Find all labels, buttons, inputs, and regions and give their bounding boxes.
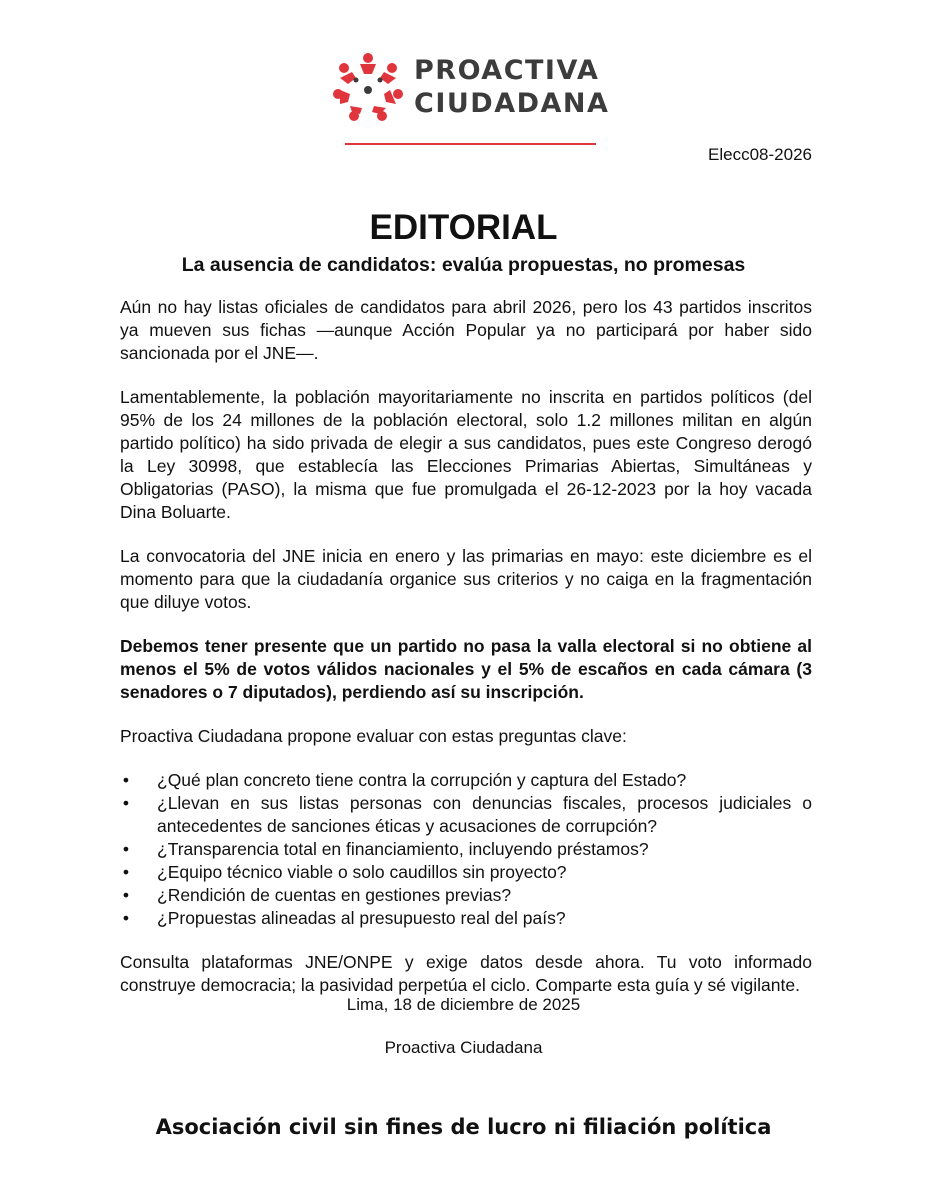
- list-item: [122, 838, 812, 861]
- editorial-body: [120, 296, 812, 1018]
- bullet-icon: •: [122, 770, 130, 790]
- paragraph-emphasis: Debemos tener presente que un partido no pasa la valla electoral si no obtiene al menos el 5% de votos válidos nacionales y el 5% de escaños en cada cámara (3 senadores o 7 diputados), perdiendo así su inscripción.: [120, 636, 812, 702]
- signature: Proactiva Ciudadana: [384, 1038, 543, 1057]
- closing-paragraph: Consulta plataformas JNE/ONPE y exige datos desde ahora. Tu voto informado construye democracia; la pasividad perpetúa el ciclo. Comparte esta guía y sé vigilante.: [120, 952, 812, 995]
- people-circle-icon: [330, 50, 406, 124]
- document-reference: Elecc08-2026: [708, 145, 812, 164]
- bullet-icon: •: [122, 862, 130, 882]
- list-item-text: ¿Propuestas alineadas al presupuesto real del país?: [157, 908, 566, 928]
- bullet-icon: •: [122, 793, 130, 813]
- list-item: [122, 769, 812, 792]
- bullet-icon: •: [122, 839, 130, 859]
- key-questions-list: [120, 769, 812, 930]
- paragraph: La convocatoria del JNE inicia en enero y las primarias en mayo: este diciembre es el momento para que la ciudadanía organice sus criterios y no caiga en la fragmentación que diluye votos.: [120, 546, 812, 612]
- list-item-text: ¿Transparencia total en financiamiento, incluyendo préstamos?: [157, 839, 649, 859]
- logo-wordmark: [414, 54, 609, 120]
- page-title: EDITORIAL: [369, 208, 558, 247]
- bullet-icon: •: [122, 885, 130, 905]
- list-item: [122, 884, 812, 907]
- place-date: Lima, 18 de diciembre de 2025: [346, 995, 581, 1014]
- organization-logo: [330, 50, 610, 124]
- paragraph: Lamentablemente, la población mayoritariamente no inscrita en partidos políticos (del 95% de los 24 millones de la población electoral, solo 1.2 millones militan en algún partido político) ha sido privada de elegir a sus candidatos, pues este Congreso derogó la Ley 30998, que establecía las Elecciones Primarias Abiertas, Simultáneas y Obligatorias (PASO), la misma que fue promulgada el 26-12-2023 por la hoy vacada Dina Boluarte.: [120, 387, 812, 522]
- list-item-text: ¿Equipo técnico viable o solo caudillos sin proyecto?: [157, 862, 567, 882]
- paragraph: Aún no hay listas oficiales de candidatos para abril 2026, pero los 43 partidos inscritos ya mueven sus fichas —aunque Acción Popular ya no participará por haber sido sancionada por el JNE—.: [120, 297, 812, 363]
- bullet-icon: •: [122, 908, 130, 928]
- list-item: [122, 861, 812, 884]
- footer-tagline: Asociación civil sin fines de lucro ni filiación política: [155, 1115, 772, 1139]
- logo-line-2: CIUDADANA: [414, 88, 610, 119]
- list-item-text: ¿Llevan en sus listas personas con denuncias fiscales, procesos judiciales o antecedentes de sanciones éticas y acusaciones de corrupción?: [157, 793, 812, 836]
- list-item: [122, 792, 812, 838]
- header-divider: [345, 143, 596, 145]
- list-item-text: ¿Rendición de cuentas en gestiones previas?: [157, 885, 512, 905]
- paragraph: Proactiva Ciudadana propone evaluar con estas preguntas clave:: [120, 726, 627, 746]
- list-item-text: ¿Qué plan concreto tiene contra la corrupción y captura del Estado?: [157, 770, 687, 790]
- logo-line-1: PROACTIVA: [414, 55, 600, 86]
- list-item: [122, 907, 812, 930]
- page-subtitle: La ausencia de candidatos: evalúa propuestas, no promesas: [181, 254, 746, 276]
